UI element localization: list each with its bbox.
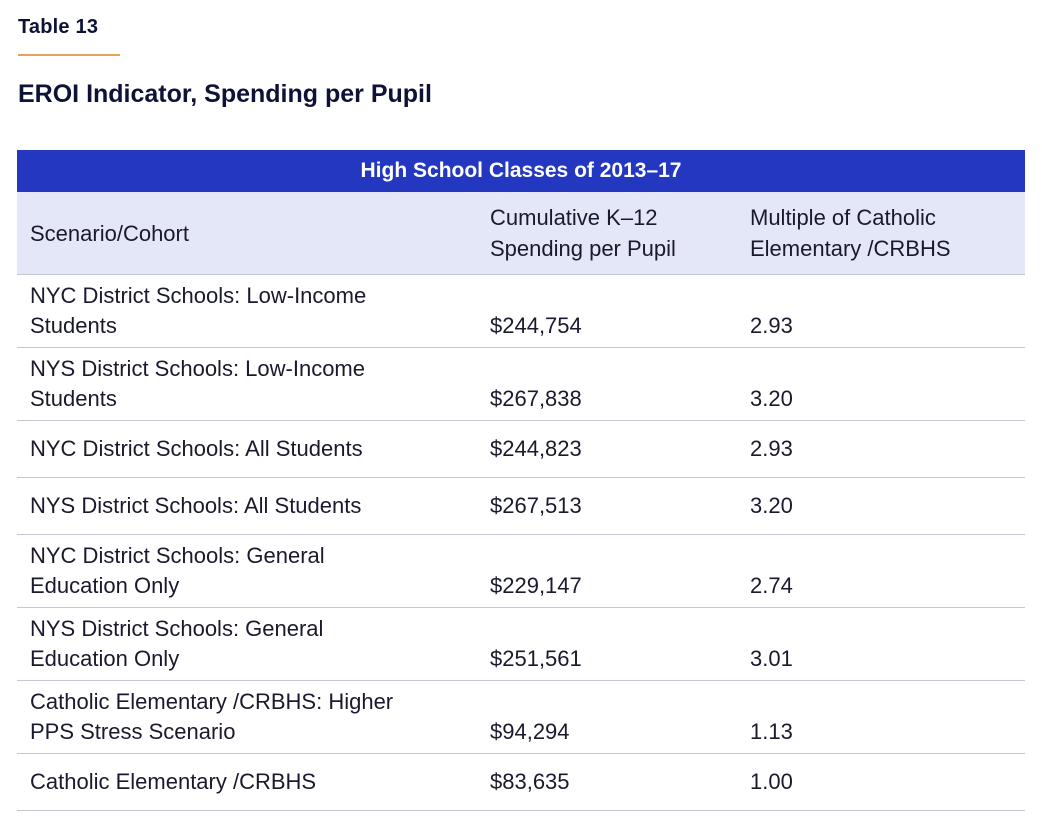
- column-header-spending-line1: Cumulative K–12: [490, 205, 658, 230]
- cell-scenario: [17, 348, 490, 420]
- cell-scenario-line: Catholic Elementary /CRBHS: Higher: [30, 689, 394, 714]
- cell-spending: $94,294: [490, 719, 570, 744]
- cell-scenario: [17, 754, 490, 810]
- cell-scenario-line: NYC District Schools: Low-Income: [30, 283, 367, 308]
- cell-scenario: [17, 535, 490, 607]
- table-row: [17, 535, 1025, 608]
- column-header-multiple-line2: Elementary /CRBHS: [750, 236, 951, 261]
- table-row: [17, 275, 1025, 348]
- cell-scenario-line: Education Only: [30, 646, 180, 671]
- table-banner: High School Classes of 2013–17: [17, 150, 1025, 192]
- data-table: [17, 150, 1025, 811]
- cell-scenario-line: NYC District Schools: General: [30, 543, 325, 568]
- cell-multiple: 2.74: [750, 573, 793, 598]
- cell-scenario-line: Students: [30, 313, 117, 338]
- table-row: [17, 681, 1025, 754]
- cell-scenario: [17, 681, 490, 753]
- cell-scenario: [17, 608, 490, 680]
- cell-scenario-line: Education Only: [30, 573, 180, 598]
- cell-scenario-line: Catholic Elementary /CRBHS: [30, 769, 317, 794]
- cell-spending: $83,635: [490, 769, 570, 794]
- cell-scenario-line: NYS District Schools: Low-Income: [30, 356, 365, 381]
- cell-scenario: [17, 478, 490, 534]
- cell-spending: $267,838: [490, 386, 582, 411]
- cell-multiple: 2.93: [750, 313, 793, 338]
- cell-multiple: 3.01: [750, 646, 793, 671]
- column-header-row: [17, 192, 1025, 275]
- table-row: [17, 348, 1025, 421]
- cell-spending: $244,754: [490, 313, 582, 338]
- table-row: [17, 608, 1025, 681]
- cell-multiple: 3.20: [750, 386, 793, 411]
- cell-scenario-line: NYC District Schools: All Students: [30, 436, 363, 461]
- cell-scenario: [17, 275, 490, 347]
- column-header-multiple-line1: Multiple of Catholic: [750, 205, 936, 230]
- cell-multiple: 3.20: [750, 493, 793, 518]
- column-header-scenario: Scenario/Cohort: [30, 220, 189, 246]
- cell-spending: $251,561: [490, 646, 582, 671]
- cell-multiple: 1.00: [750, 769, 793, 794]
- cell-scenario-line: Students: [30, 386, 117, 411]
- column-header-spending: [490, 192, 750, 274]
- cell-scenario-line: PPS Stress Scenario: [30, 719, 236, 744]
- table-body: [17, 275, 1025, 811]
- cell-spending: $229,147: [490, 573, 582, 598]
- cell-scenario-line: NYS District Schools: General: [30, 616, 324, 641]
- cell-multiple: 1.13: [750, 719, 793, 744]
- cell-spending: $244,823: [490, 436, 582, 461]
- page-title: EROI Indicator, Spending per Pupil: [18, 80, 432, 108]
- cell-spending: $267,513: [490, 493, 582, 518]
- table-row: [17, 421, 1025, 478]
- column-header-spending-line2: Spending per Pupil: [490, 236, 676, 261]
- cell-scenario: [17, 421, 490, 477]
- column-header-multiple: [750, 192, 1025, 274]
- cell-multiple: 2.93: [750, 436, 793, 461]
- table-row: [17, 478, 1025, 535]
- table-row: [17, 754, 1025, 811]
- label-underline: [18, 54, 120, 56]
- cell-scenario-line: NYS District Schools: All Students: [30, 493, 362, 518]
- table-number-label: Table 13: [18, 16, 99, 38]
